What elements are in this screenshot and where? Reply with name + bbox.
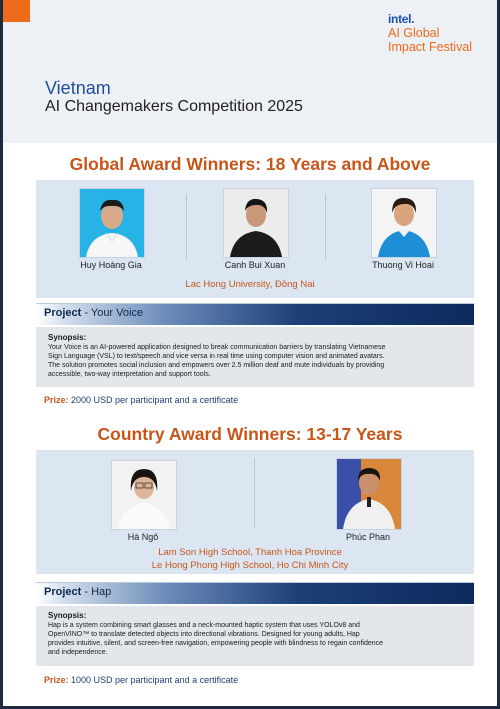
winner-name: Canh Bui Xuan [224,260,286,270]
winner-photo-canh [223,188,289,258]
header [3,0,497,143]
winner-photo-thuong [371,188,437,258]
festival-name [388,26,493,54]
prize-line [44,675,238,685]
column-divider [186,194,187,260]
winner-photo-huy [79,188,145,258]
project-name: - Hap [81,586,112,598]
project-name: - Your Voice [81,307,144,319]
global-award-title: Global Award Winners: 18 Years and Above [69,154,431,174]
poster [3,0,497,706]
synopsis-line: and independence. [48,649,108,656]
winner-name: Phúc Phan [345,532,391,542]
project-label [44,307,143,319]
synopsis-line: OpenVINO™ to translate detected objects into directional vibrations. Designed for young adults, Hap [48,631,360,638]
winner-name: Thuong Vi Hoai [372,260,434,270]
synopsis-box [36,606,474,666]
prize-label: Prize: [44,395,69,405]
prize-label: Prize: [44,675,69,685]
festival-line-1: AI Global [388,26,440,40]
project-label [44,586,111,598]
project-prefix: Project [44,307,82,319]
synopsis-line: The solution promotes social inclusion and empowers over 2.5 million deaf and mute individuals by providing [48,362,385,369]
winner-name: Huy Hoàng Gia [80,260,142,270]
column-divider [254,458,255,528]
winner-photo-ha [111,460,177,530]
intel-logo: intel. [388,12,415,26]
school-name: Le Hong Phong High School, Ho Chi Minh City [151,560,349,571]
synopsis-line: Hap is a system combining smart glasses and a neck-mounted haptic system that uses YOLOv8 and [48,622,360,629]
prize-line [44,395,238,405]
country-award-title: Country Award Winners: 13-17 Years [97,424,403,444]
prize-text: 1000 USD per participant and a certificate [68,675,239,685]
synopsis-line: Sign Language (VSL) to text/speech and vice versa in real time using computer vision and animated avatars. [48,353,385,360]
synopsis-line: Your Voice is an AI-powered application designed to break communication barriers by translating Vietnamese [48,344,386,351]
orange-corner-tab [3,0,30,22]
synopsis-line: provides intuitive, silent, and screen-free navigation, empowering people with blindness to regain confidence [48,640,384,647]
winner-name: Hà Ngô [127,532,159,542]
synopsis-box [36,327,474,387]
university-name: Lac Hong University, Đồng Nai [185,279,315,290]
festival-line-2: Impact Festival [388,40,473,54]
project-bar-hap [36,582,474,604]
project-prefix: Project [44,586,82,598]
prize-text: 2000 USD per participant and a certificate [68,395,239,405]
synopsis-label: Synopsis: [48,611,87,620]
competition-heading: AI Changemakers Competition 2025 [45,98,303,115]
school-name: Lam Son High School, Thanh Hoa Province [158,547,342,558]
project-bar-your-voice [36,303,474,325]
winner-photo-phuc [336,458,402,530]
country-heading: Vietnam [45,78,111,98]
synopsis-label: Synopsis: [48,333,87,342]
column-divider [325,194,326,260]
synopsis-line: accessible, two-way interpretation and support tools. [48,371,211,378]
